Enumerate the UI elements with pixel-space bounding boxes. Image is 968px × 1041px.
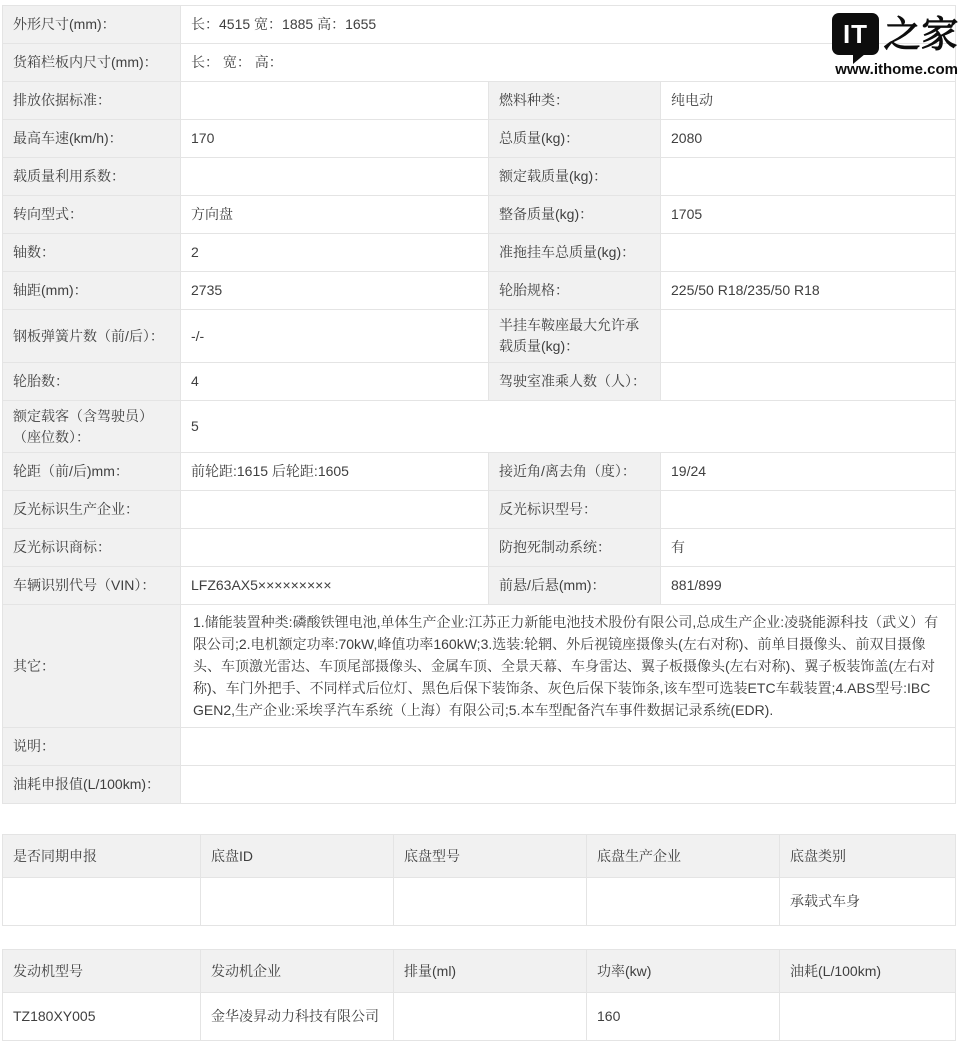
spec-row-reflective-brand-abs [3, 529, 956, 567]
spec-value [661, 363, 956, 401]
spec-row-load-factor [3, 158, 956, 196]
spec-value [661, 310, 956, 363]
spec-row-fuel-declared [3, 766, 956, 804]
chassis-header-cell: 底盘ID [201, 835, 394, 878]
engine-header-cell: 发动机企业 [201, 950, 394, 993]
spec-value [661, 158, 956, 196]
spec-label: 轮胎数： [3, 363, 181, 401]
spec-value: 19/24 [661, 453, 956, 491]
spec-value: -/- [181, 310, 489, 363]
engine-company-cell: 金华凌昇动力科技有限公司 [201, 993, 394, 1041]
spec-value: 1705 [661, 196, 956, 234]
chassis-header-cell: 底盘型号 [394, 835, 587, 878]
spec-row-cargo-box [3, 44, 956, 82]
spec-row-springs-saddle [3, 310, 956, 363]
spec-value [181, 728, 956, 766]
engine-header-cell: 油耗(L/100km) [780, 950, 956, 993]
spec-value [661, 234, 956, 272]
engine-table [2, 949, 956, 1041]
spec-label: 轴距(mm)： [3, 272, 181, 310]
spec-label: 燃料种类： [489, 82, 661, 120]
ithome-logo-zhijia-text: 之家 [882, 13, 960, 55]
spec-value: 2735 [181, 272, 489, 310]
spec-value [661, 491, 956, 529]
engine-displacement-cell [394, 993, 587, 1041]
spec-value [181, 529, 489, 567]
engine-model-cell: TZ180XY005 [3, 993, 201, 1041]
chassis-header-cell: 底盘类别 [780, 835, 956, 878]
spec-label: 载质量利用系数： [3, 158, 181, 196]
spec-row-vin-overhang [3, 567, 956, 605]
spec-label: 接近角/离去角（度）： [489, 453, 661, 491]
chassis-cell [3, 878, 201, 926]
spec-value-other: 1.储能装置种类:磷酸铁锂电池,单体生产企业:江苏正力新能电池技术股份有限公司,总成生产企业:凌骁能源科技（武义）有限公司;2.电机额定功率:70kW,峰值功率160kW;3.选装:轮辋、外后视镜座摄像头(左右对称)、前单目摄像头、前双目摄像头、车顶激光雷达、车顶尾部摄像头、金属车顶、全景天幕、车身雷达、翼子板摄像头(左右对称)、翼子板装饰盖(左右对称)、车门外把手、不同样式后位灯、黑色后保下装饰条、灰色后保下装饰条,该车型可选装ETC车载装置;4.ABS型号:IBC GEN2,生产企业:采埃孚汽车系统（上海）有限公司;5.本车型配备汽车事件数据记录系统(EDR). [181, 605, 956, 728]
spec-label: 整备质量(kg)： [489, 196, 661, 234]
spec-label: 最高车速(km/h)： [3, 120, 181, 158]
spec-row-reflective-maker [3, 491, 956, 529]
spec-label: 货箱栏板内尺寸(mm)： [3, 44, 181, 82]
spec-value: 2 [181, 234, 489, 272]
spec-label: 防抱死制动系统： [489, 529, 661, 567]
spec-value: 170 [181, 120, 489, 158]
chassis-cell [394, 878, 587, 926]
spec-row-notes [3, 728, 956, 766]
spec-value: 纯电动 [661, 82, 956, 120]
spec-row-speed-mass [3, 120, 956, 158]
vehicle-declaration-page [2, 5, 958, 1041]
chassis-cell: 承载式车身 [780, 878, 956, 926]
spec-label: 反光标识型号： [489, 491, 661, 529]
engine-fuel-cell [780, 993, 956, 1041]
spec-label: 说明： [3, 728, 181, 766]
spec-label: 轮胎规格： [489, 272, 661, 310]
chassis-header-cell: 底盘生产企业 [587, 835, 780, 878]
engine-data-row [3, 993, 956, 1041]
spec-value: 长：4515 宽：1885 高：1655 [181, 6, 956, 44]
spec-value: 4 [181, 363, 489, 401]
spec-label: 转向型式： [3, 196, 181, 234]
spec-row-seats [3, 401, 956, 453]
spec-label: 前悬/后悬(mm)： [489, 567, 661, 605]
chassis-table [2, 834, 956, 926]
spec-row-steering-curb [3, 196, 956, 234]
chassis-header-row [3, 835, 956, 878]
spec-label: 驾驶室准乘人数（人）： [489, 363, 661, 401]
spec-value: 881/899 [661, 567, 956, 605]
spec-label: 车辆识别代号（VIN）： [3, 567, 181, 605]
spec-row-axles-trailer [3, 234, 956, 272]
engine-power-cell: 160 [587, 993, 780, 1041]
spec-label: 油耗申报值(L/100km)： [3, 766, 181, 804]
spec-label: 反光标识商标： [3, 529, 181, 567]
spec-value: 前轮距:1615 后轮距:1605 [181, 453, 489, 491]
spec-label: 轴数： [3, 234, 181, 272]
chassis-cell [587, 878, 780, 926]
spec-label: 总质量(kg)： [489, 120, 661, 158]
spec-value [181, 766, 956, 804]
spec-label: 轮距（前/后)mm： [3, 453, 181, 491]
spec-label: 外形尺寸(mm)： [3, 6, 181, 44]
spec-value [181, 82, 489, 120]
spec-value: 2080 [661, 120, 956, 158]
spec-row-track-angles [3, 453, 956, 491]
spec-label: 反光标识生产企业： [3, 491, 181, 529]
spec-value [181, 491, 489, 529]
spec-value: 方向盘 [181, 196, 489, 234]
spec-label: 准拖挂车总质量(kg)： [489, 234, 661, 272]
spec-value [181, 158, 489, 196]
chassis-data-row [3, 878, 956, 926]
spec-value: 225/50 R18/235/50 R18 [661, 272, 956, 310]
ithome-url-text: www.ithome.com [835, 61, 958, 78]
spec-label: 半挂车鞍座最大允许承载质量(kg)： [489, 310, 661, 363]
ithome-logo-it-text: IT [842, 18, 869, 49]
spec-label: 钢板弹簧片数（前/后）： [3, 310, 181, 363]
spec-label: 额定载质量(kg)： [489, 158, 661, 196]
chassis-header-cell: 是否同期申报 [3, 835, 201, 878]
chassis-cell [201, 878, 394, 926]
spec-value-vin: LFZ63AX5××××××××× [181, 567, 489, 605]
vehicle-spec-table [2, 5, 956, 804]
spec-row-tire-count-cab [3, 363, 956, 401]
engine-header-cell: 排量(ml) [394, 950, 587, 993]
spec-row-emission-fuel [3, 82, 956, 120]
spec-value: 长： 宽： 高： [181, 44, 956, 82]
spec-row-dimensions [3, 6, 956, 44]
engine-header-cell: 发动机型号 [3, 950, 201, 993]
spec-value: 有 [661, 529, 956, 567]
spec-row-wheelbase-tires [3, 272, 956, 310]
spec-value: 5 [181, 401, 956, 453]
spec-label: 排放依据标准： [3, 82, 181, 120]
engine-header-cell: 功率(kw) [587, 950, 780, 993]
spec-label: 其它： [3, 605, 181, 728]
engine-header-row [3, 950, 956, 993]
spec-row-other [3, 605, 956, 728]
spec-label: 额定载客（含驾驶员）（座位数）： [3, 401, 181, 453]
